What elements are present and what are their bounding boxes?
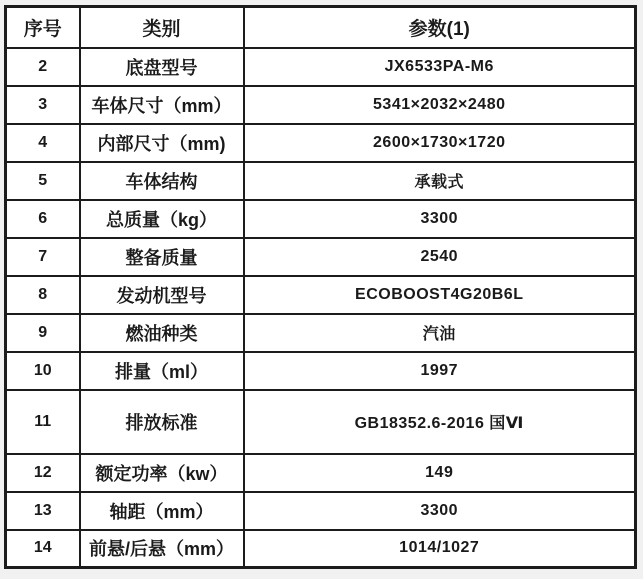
- value-cell: 5341×2032×2480: [244, 86, 636, 124]
- category-cell: 底盘型号: [80, 48, 244, 86]
- table-row: [6, 530, 636, 568]
- value-cell: GB18352.6-2016 国Ⅵ: [244, 390, 636, 454]
- table-row: [6, 276, 636, 314]
- row-number-cell: 10: [6, 352, 80, 390]
- table-row: [6, 124, 636, 162]
- table-row: [6, 86, 636, 124]
- category-cell: 车体尺寸（mm）: [80, 86, 244, 124]
- header-category: 类别: [80, 7, 244, 48]
- table-row: [6, 492, 636, 530]
- table-row: [6, 48, 636, 86]
- vehicle-spec-table: [4, 5, 637, 569]
- category-cell: 总质量（kg）: [80, 200, 244, 238]
- table-row: [6, 352, 636, 390]
- category-cell: 整备质量: [80, 238, 244, 276]
- row-number-cell: 14: [6, 530, 80, 568]
- row-number-cell: 6: [6, 200, 80, 238]
- category-cell: 排量（ml）: [80, 352, 244, 390]
- row-number-cell: 7: [6, 238, 80, 276]
- table-row: [6, 162, 636, 200]
- category-cell: 车体结构: [80, 162, 244, 200]
- table-row: [6, 390, 636, 454]
- value-cell: 149: [244, 454, 636, 492]
- table-row: [6, 200, 636, 238]
- category-cell: 燃油种类: [80, 314, 244, 352]
- category-cell: 排放标准: [80, 390, 244, 454]
- row-number-cell: 5: [6, 162, 80, 200]
- row-number-cell: 9: [6, 314, 80, 352]
- value-cell: 2540: [244, 238, 636, 276]
- value-cell: ECOBOOST4G20B6L: [244, 276, 636, 314]
- row-number-cell: 12: [6, 454, 80, 492]
- row-number-cell: 8: [6, 276, 80, 314]
- row-number-cell: 11: [6, 390, 80, 454]
- table-row: [6, 314, 636, 352]
- row-number-cell: 13: [6, 492, 80, 530]
- category-cell: 轴距（mm）: [80, 492, 244, 530]
- header-value: 参数(1): [244, 7, 636, 48]
- header-no: 序号: [6, 7, 80, 48]
- value-cell: 3300: [244, 200, 636, 238]
- value-cell: JX6533PA-M6: [244, 48, 636, 86]
- table-header-row: [6, 7, 636, 48]
- row-number-cell: 4: [6, 124, 80, 162]
- table-row: [6, 454, 636, 492]
- row-number-cell: 2: [6, 48, 80, 86]
- table-row: [6, 238, 636, 276]
- category-cell: 额定功率（kw）: [80, 454, 244, 492]
- category-cell: 发动机型号: [80, 276, 244, 314]
- value-cell: 3300: [244, 492, 636, 530]
- category-cell: 前悬/后悬（mm）: [80, 530, 244, 568]
- value-cell: 汽油: [244, 314, 636, 352]
- value-cell: 1997: [244, 352, 636, 390]
- value-cell: 1014/1027: [244, 530, 636, 568]
- category-cell: 内部尺寸（mm): [80, 124, 244, 162]
- row-number-cell: 3: [6, 86, 80, 124]
- value-cell: 2600×1730×1720: [244, 124, 636, 162]
- value-cell: 承载式: [244, 162, 636, 200]
